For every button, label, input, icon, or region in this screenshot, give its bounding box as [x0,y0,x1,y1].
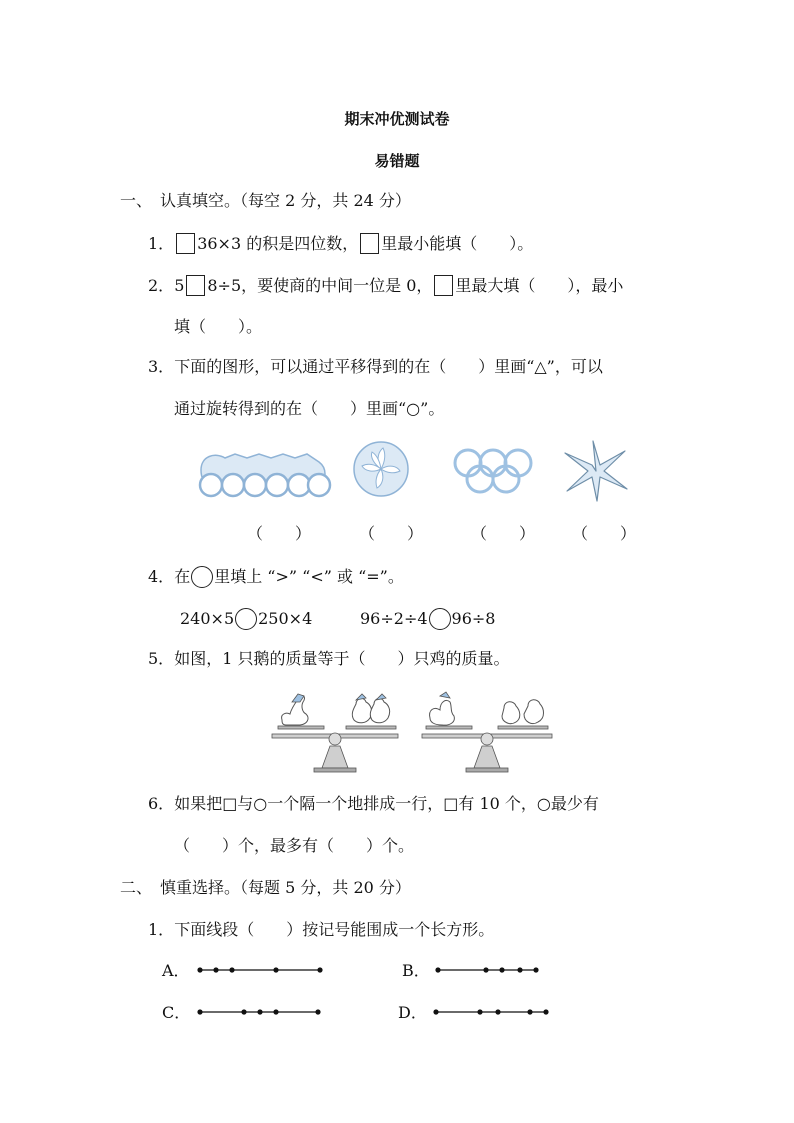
expression: 240×5 [180,609,235,628]
question-text: 36×3 的积是四位数， [197,234,359,253]
question-text: 里填上 “>” “<” 或 “=”。 [214,567,404,586]
option-c-segment [198,1006,322,1018]
question-text: 8÷5，要使商的中间一位是 0， [207,276,433,295]
section1-heading: 一、 认真填空。（每空 2 分，共 24 分） [120,191,411,210]
answer-box[interactable] [434,275,453,296]
balance-scale-goose-chickens [270,692,400,774]
question-6-line2: （ ）个，最多有（ ）个。 [174,836,415,855]
option-a-label[interactable]: A． [162,961,190,980]
expression: 250×4 [258,609,313,628]
option-b-label[interactable]: B． [402,961,430,980]
option-a-segment [198,964,324,976]
comparison-1 [180,608,312,630]
answer-box[interactable] [176,233,195,254]
answer-blank[interactable]: （ ） [359,524,424,543]
question-3 [148,357,603,377]
question-text: 下面线段（ ）按记号能围成一个长方形。 [174,920,495,939]
question-number: 5． [148,649,175,668]
question-number: 4． [148,567,175,586]
question-text: 5 [174,276,185,295]
answer-blank[interactable]: （ ） [572,524,637,543]
expression: 96÷8 [451,609,496,628]
question-3-line2: 通过旋转得到的在（ ）里画“○”。 [174,399,445,418]
comparison-2 [360,608,495,630]
section2-heading: 二、 慎重选择。（每题 5 分，共 20 分） [120,878,411,897]
question-text: 里最小能填（ ）。 [381,234,534,253]
answer-box[interactable] [186,275,205,296]
question-number: 6． [148,794,175,813]
page-subtitle: 易错题 [374,152,420,170]
question-text: 下面的图形，可以通过平移得到的在（ ）里画“△”，可以 [174,357,603,376]
question-6 [148,794,599,814]
question-number: 1． [148,920,175,939]
question-2 [148,275,623,296]
question-2-line2: 填（ ）。 [174,317,263,336]
option-b-segment [436,964,540,976]
question-5 [148,649,509,669]
compare-circle[interactable] [429,608,451,630]
question-4 [148,566,404,588]
page-title: 期末冲优测试卷 [344,110,450,128]
question-number: 2． [148,276,175,295]
question-1 [148,233,533,254]
question-text: 如果把□与○一个隔一个地排成一行，□有 10 个，○最少有 [174,794,599,813]
option-d-segment [434,1006,550,1018]
question-number: 1． [148,234,175,253]
choice-question-1 [148,920,494,940]
question-text: 里最大填（ ），最小 [455,276,624,295]
compare-circle[interactable] [235,608,257,630]
olympic-rings-figure [453,443,533,501]
balance-scale-duck-chickens [420,692,555,774]
question-text: 在 [174,567,191,586]
six-point-star-figure [563,439,629,503]
question-text: 如图，1 只鹅的质量等于（ ）只鸡的质量。 [174,649,510,668]
chain-rings-figure [195,448,335,500]
option-d-label[interactable]: D． [398,1003,427,1022]
answer-blank[interactable]: （ ） [471,524,536,543]
compare-circle [191,566,213,588]
option-c-label[interactable]: C． [162,1003,191,1022]
question-number: 3． [148,357,175,376]
answer-blank[interactable]: （ ） [247,524,312,543]
bauhinia-emblem-figure [352,440,410,498]
expression: 96÷2÷4 [360,609,428,628]
answer-box[interactable] [360,233,379,254]
